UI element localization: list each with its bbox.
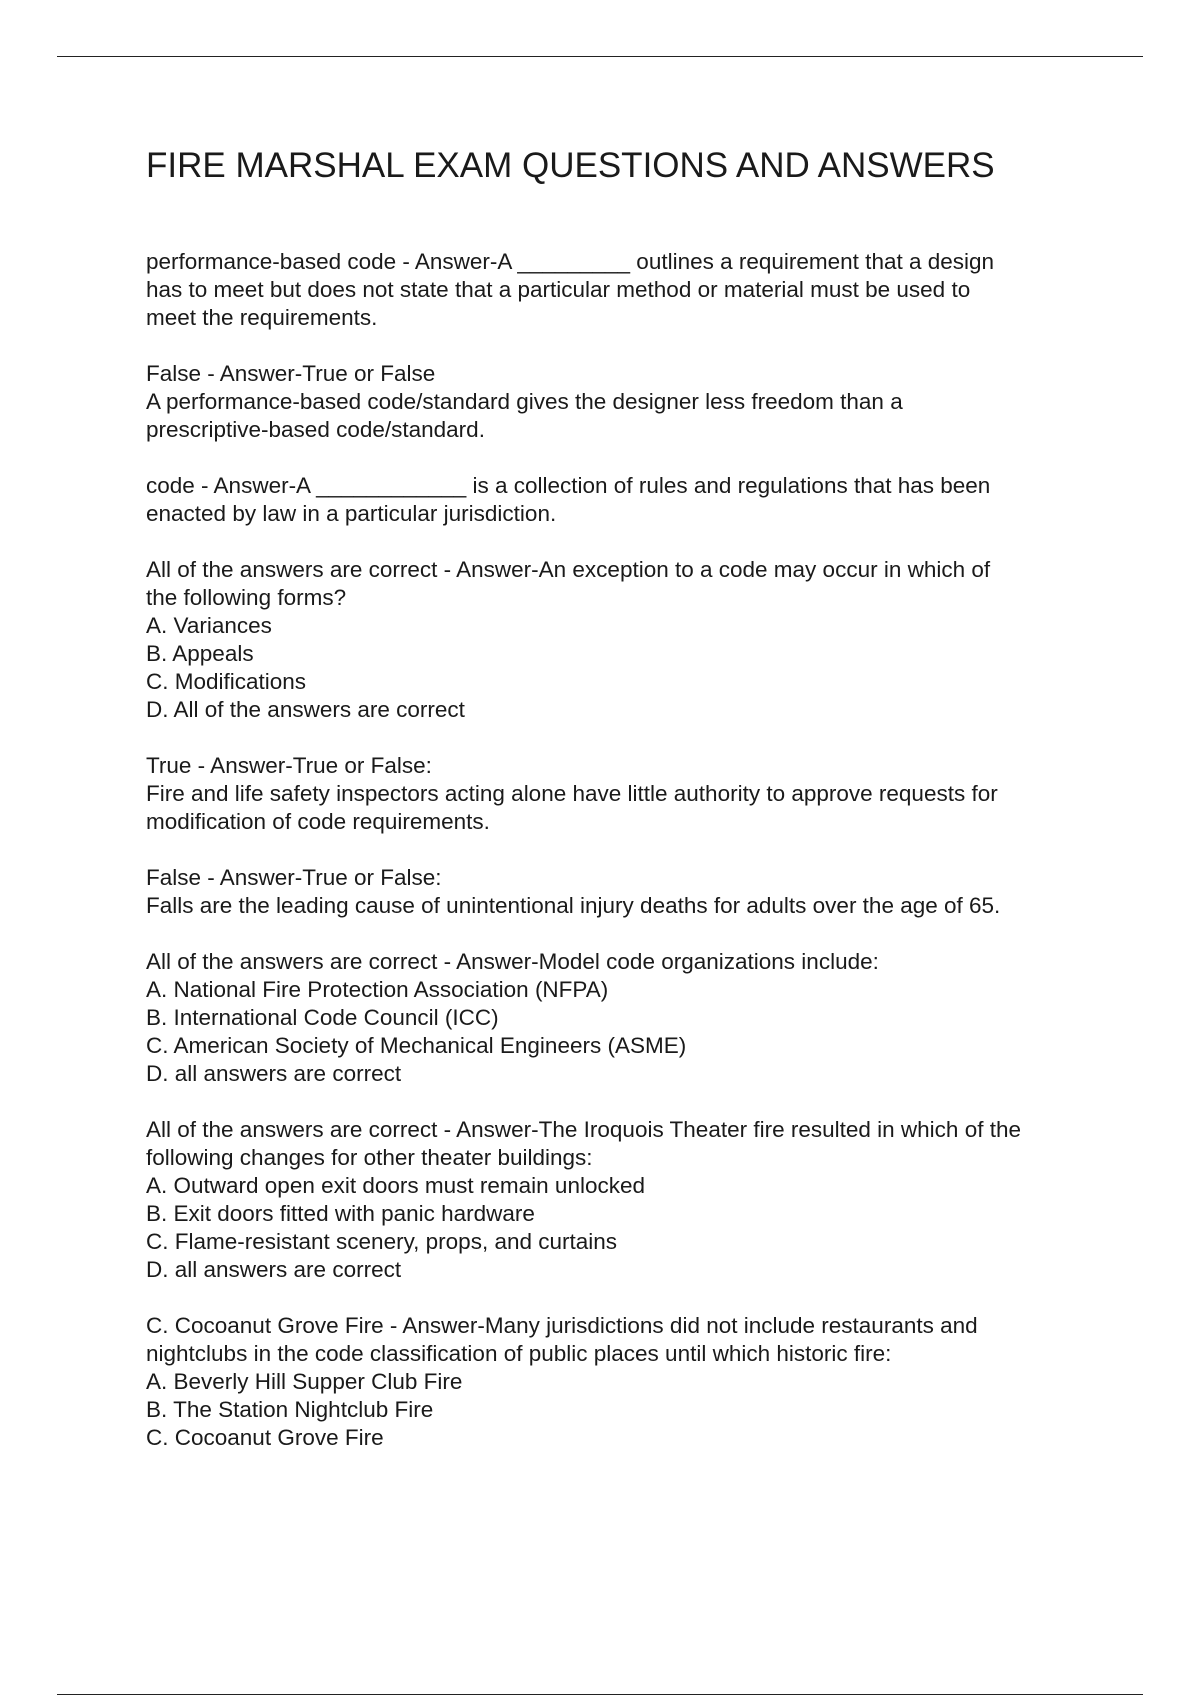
qa-question-line: nightclubs in the code classification of public places until which historic fire: bbox=[146, 1341, 892, 1366]
qa-answer-line: False - Answer-True or False bbox=[146, 361, 436, 386]
qa-question-line: C. Cocoanut Grove Fire bbox=[146, 1425, 384, 1450]
qa-item bbox=[146, 864, 1106, 920]
qa-item bbox=[146, 752, 1106, 836]
qa-question-line: the following forms? bbox=[146, 585, 347, 610]
qa-item bbox=[146, 248, 1106, 332]
qa-answer-line: C. Cocoanut Grove Fire - Answer-Many jurisdictions did not include restaurants and bbox=[146, 1313, 978, 1338]
qa-question-line: A performance-based code/standard gives the designer less freedom than a bbox=[146, 389, 903, 414]
qa-question-line: A. Beverly Hill Supper Club Fire bbox=[146, 1369, 463, 1394]
bottom-divider bbox=[57, 1694, 1143, 1695]
qa-question-line: C. Flame-resistant scenery, props, and curtains bbox=[146, 1229, 618, 1254]
qa-question-line: D. all answers are correct bbox=[146, 1257, 402, 1282]
qa-item bbox=[146, 472, 1106, 528]
document-body bbox=[146, 140, 1106, 1480]
qa-item bbox=[146, 556, 1106, 724]
qa-question-line: B. Appeals bbox=[146, 641, 254, 666]
qa-question-line: enacted by law in a particular jurisdiction. bbox=[146, 501, 557, 526]
qa-question-line: C. American Society of Mechanical Engineers (ASME) bbox=[146, 1033, 687, 1058]
qa-question-line: A. Outward open exit doors must remain unlocked bbox=[146, 1173, 645, 1198]
page-title: FIRE MARSHAL EXAM QUESTIONS AND ANSWERS bbox=[146, 146, 995, 185]
qa-question-line: B. Exit doors fitted with panic hardware bbox=[146, 1201, 535, 1226]
top-divider bbox=[57, 56, 1143, 57]
qa-question-line: B. International Code Council (ICC) bbox=[146, 1005, 499, 1030]
qa-list bbox=[146, 248, 1106, 1452]
qa-item bbox=[146, 1116, 1106, 1284]
qa-question-line: following changes for other theater buildings: bbox=[146, 1145, 593, 1170]
qa-answer-line: performance-based code - Answer-A _________ outlines a requirement that a design bbox=[146, 249, 995, 274]
qa-answer-line: All of the answers are correct - Answer-Model code organizations include: bbox=[146, 949, 879, 974]
qa-answer-line: False - Answer-True or False: bbox=[146, 865, 442, 890]
qa-answer-line: True - Answer-True or False: bbox=[146, 753, 432, 778]
qa-question-line: modification of code requirements. bbox=[146, 809, 490, 834]
qa-question-line: A. Variances bbox=[146, 613, 272, 638]
qa-item bbox=[146, 948, 1106, 1088]
qa-question-line: Falls are the leading cause of unintentional injury deaths for adults over the age of 65. bbox=[146, 893, 1001, 918]
qa-question-line: A. National Fire Protection Association (NFPA) bbox=[146, 977, 609, 1002]
qa-item bbox=[146, 1312, 1106, 1452]
qa-answer-line: All of the answers are correct - Answer-An exception to a code may occur in which of bbox=[146, 557, 991, 582]
qa-question-line: prescriptive-based code/standard. bbox=[146, 417, 485, 442]
qa-question-line: D. all answers are correct bbox=[146, 1061, 402, 1086]
qa-answer-line: code - Answer-A ____________ is a collection of rules and regulations that has been bbox=[146, 473, 991, 498]
qa-question-line: D. All of the answers are correct bbox=[146, 697, 465, 722]
qa-item bbox=[146, 360, 1106, 444]
qa-question-line: meet the requirements. bbox=[146, 305, 378, 330]
qa-answer-line: All of the answers are correct - Answer-The Iroquois Theater fire resulted in which of the bbox=[146, 1117, 1021, 1142]
qa-question-line: Fire and life safety inspectors acting alone have little authority to approve requests for bbox=[146, 781, 998, 806]
qa-question-line: C. Modifications bbox=[146, 669, 307, 694]
qa-question-line: B. The Station Nightclub Fire bbox=[146, 1397, 434, 1422]
qa-question-line: has to meet but does not state that a particular method or material must be used to bbox=[146, 277, 971, 302]
